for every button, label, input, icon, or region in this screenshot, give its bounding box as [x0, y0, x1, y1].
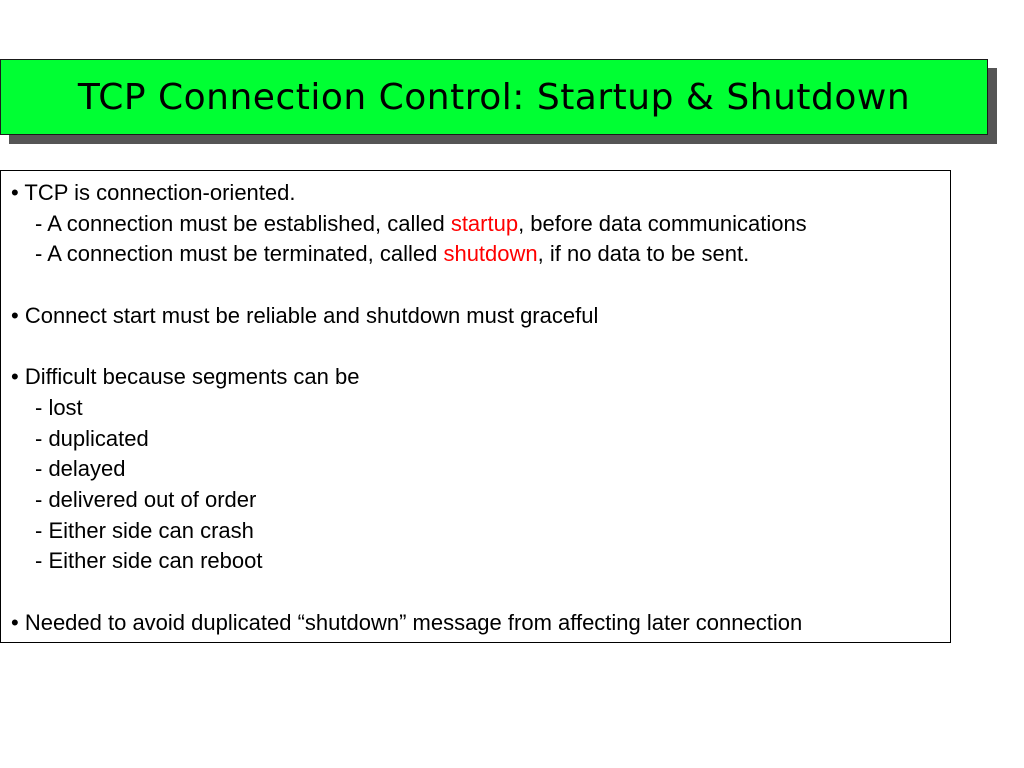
sub-bullet-startup — [11, 209, 950, 240]
bullet-reliable-graceful: • Connect start must be reliable and shutdown must graceful — [11, 302, 599, 328]
spacer — [11, 577, 950, 608]
sub-bullet-delayed: - delayed — [35, 456, 126, 482]
spacer — [11, 331, 950, 362]
bullet-avoid-duplicated-shutdown: • Needed to avoid duplicated “shutdown” message from affecting later connection — [11, 609, 803, 635]
shutdown-highlight: shutdown — [443, 241, 538, 267]
spacer — [11, 270, 950, 301]
sub-bullet-shutdown-text: - A connection must be terminated, called — [35, 241, 444, 267]
sub-bullet-startup-text: - A connection must be established, called — [35, 210, 451, 236]
sub-bullet-shutdown-rest: , if no data to be sent. — [537, 241, 750, 267]
sub-bullet-lost: - lost — [35, 394, 83, 420]
slide-title: TCP Connection Control: Startup & Shutdown — [77, 76, 911, 118]
sub-bullet-startup-rest: , before data communications — [518, 210, 807, 236]
content-box — [0, 170, 951, 643]
sub-bullet-out-of-order: - delivered out of order — [35, 486, 257, 512]
startup-highlight: startup — [450, 210, 519, 236]
sub-bullet-reboot: - Either side can reboot — [35, 548, 263, 574]
bullet-tcp-connection-oriented: • TCP is connection-oriented. — [11, 180, 296, 205]
sub-bullet-crash: - Either side can crash — [35, 517, 254, 543]
bullet-difficult: • Difficult because segments can be — [11, 364, 360, 390]
sub-bullet-shutdown — [11, 239, 950, 270]
slide-title-banner — [0, 59, 988, 135]
sub-bullet-duplicated: - duplicated — [35, 425, 149, 451]
